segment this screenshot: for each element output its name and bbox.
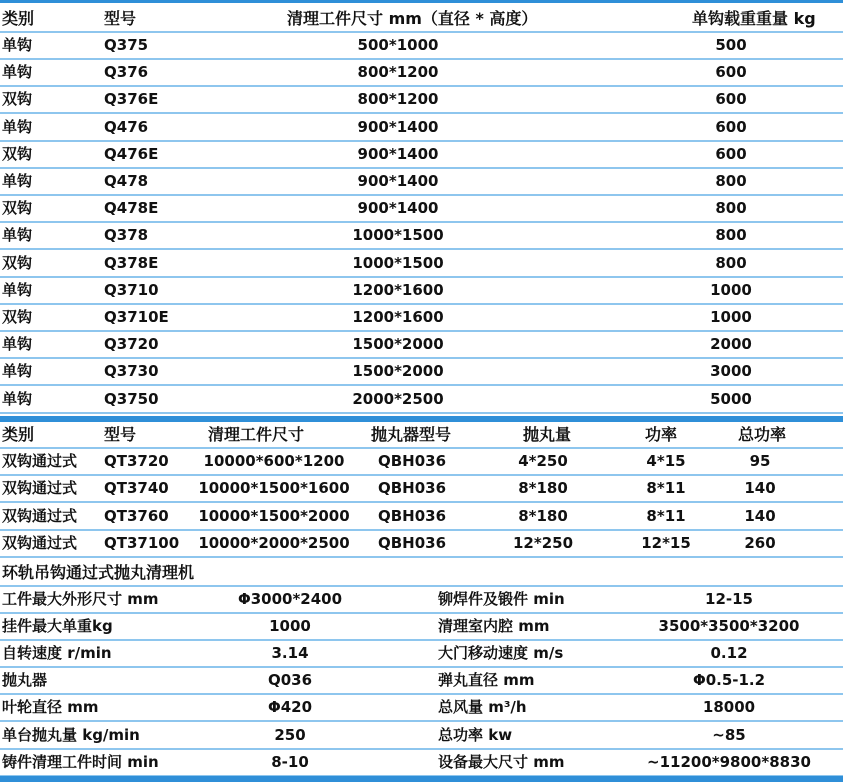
cell-total-power: 140 (744, 479, 776, 498)
table-row (0, 449, 843, 476)
table1-header-model: 型号 (104, 9, 137, 28)
cell-model: Q3710 (104, 280, 159, 299)
cell-shot-amount: 4*250 (518, 452, 568, 470)
cell-param-value: Φ3000*2400 (237, 590, 343, 608)
cell-model: Q478 (104, 172, 149, 190)
top-rule (0, 0, 843, 3)
cell-param-label: 抛丸器 (2, 671, 48, 690)
cell-model: QT3720 (104, 452, 169, 470)
table-row (0, 60, 843, 87)
cell-model: Q478E (104, 199, 159, 218)
cell-total-power: 260 (744, 533, 776, 552)
cell-category: 双钩通过式 (2, 533, 78, 552)
cell-load: 800 (715, 253, 747, 272)
cell-category: 单钩 (2, 389, 33, 408)
cell-size: 10000*1500*2000 (198, 506, 350, 525)
table-row (0, 223, 843, 250)
cell-model: Q375 (104, 36, 149, 54)
cell-param-label-2: 设备最大尺寸 mm (438, 752, 565, 771)
cell-size: 800*1200 (357, 90, 439, 109)
cell-load: 800 (715, 226, 747, 245)
table1-header-category: 类别 (2, 9, 35, 28)
cell-blaster: QBH036 (377, 452, 447, 470)
cell-size: 1000*1500 (352, 226, 444, 245)
cell-model: Q476E (104, 144, 159, 163)
cell-size: 800*1200 (357, 63, 439, 82)
cell-param-label-2: 总功率 kw (438, 725, 513, 744)
table-row (0, 169, 843, 196)
cell-param-value: Φ420 (267, 698, 313, 717)
table-row (0, 668, 843, 695)
cell-category: 单钩 (2, 362, 33, 381)
cell-load: 600 (715, 117, 747, 136)
table-row (0, 504, 843, 531)
cell-total-power: 95 (749, 452, 771, 470)
cell-param-label: 单台抛丸量 kg/min (2, 725, 140, 744)
table2-header-model: 型号 (104, 425, 137, 444)
cell-category: 单钩 (2, 117, 33, 136)
cell-shot-amount: 12*250 (512, 533, 574, 552)
table-row (0, 723, 843, 750)
cell-load: 1000 (710, 280, 752, 299)
cell-power: 12*15 (641, 533, 691, 552)
cell-param-value: Q036 (267, 671, 313, 690)
table-row (0, 614, 843, 641)
cell-blaster: QBH036 (377, 533, 447, 552)
table2-header-row (0, 422, 843, 449)
cell-param-value: 250 (274, 725, 306, 744)
cell-model: Q376E (104, 90, 159, 109)
cell-category: 单钩 (2, 226, 33, 245)
table2-header-shot-amount: 抛丸量 (523, 425, 572, 444)
table1-header-row (0, 6, 843, 33)
cell-load: 5000 (710, 389, 752, 408)
table-row (0, 476, 843, 503)
cell-param-label: 铸件清理工件时间 min (2, 752, 159, 771)
cell-param-label: 工件最大外形尺寸 mm (2, 590, 159, 608)
table-row (0, 750, 843, 777)
cell-category: 双钩 (2, 90, 33, 109)
table-row (0, 142, 843, 169)
cell-model: Q3730 (104, 362, 159, 381)
cell-blaster: QBH036 (377, 479, 447, 498)
cell-load: 500 (715, 36, 747, 54)
cell-load: 600 (715, 90, 747, 109)
bottom-rule (0, 776, 843, 782)
table2-header-power: 功率 (645, 425, 678, 444)
cell-shot-amount: 8*180 (518, 506, 568, 525)
table-row (0, 196, 843, 223)
cell-param-value-2: ~85 (712, 725, 746, 744)
cell-model: Q3710E (104, 308, 169, 326)
cell-size: 900*1400 (357, 144, 439, 163)
table-row (0, 387, 843, 414)
cell-size: 1500*2000 (352, 335, 444, 354)
cell-param-label: 挂件最大单重kg (2, 617, 113, 636)
table3-title-row (0, 560, 843, 587)
cell-size: 900*1400 (357, 172, 439, 190)
cell-param-label: 叶轮直径 mm (2, 698, 99, 717)
table2-header-blaster: 抛丸器型号 (371, 425, 452, 444)
cell-param-value-2: 12-15 (705, 590, 753, 608)
table-row (0, 641, 843, 668)
table2-header-total-power: 总功率 (738, 425, 787, 444)
cell-category: 双钩 (2, 308, 33, 326)
cell-load: 2000 (710, 335, 752, 354)
cell-shot-amount: 8*180 (518, 479, 568, 498)
cell-size: 1200*1600 (352, 308, 444, 326)
cell-load: 1000 (710, 308, 752, 326)
cell-power: 8*11 (646, 506, 686, 525)
cell-model: QT3740 (104, 479, 169, 498)
cell-param-value-2: Φ0.5-1.2 (692, 671, 766, 690)
cell-load: 600 (715, 63, 747, 82)
table-row (0, 251, 843, 278)
cell-power: 4*15 (646, 452, 686, 470)
cell-param-value-2: 3500*3500*3200 (658, 617, 800, 636)
cell-param-label-2: 清理室内腔 mm (438, 617, 550, 636)
cell-category: 单钩 (2, 36, 33, 54)
cell-param-label: 自转速度 r/min (2, 644, 112, 663)
cell-size: 10000*2000*2500 (198, 533, 350, 552)
cell-param-label-2: 总风量 m³/h (438, 698, 527, 717)
cell-model: Q476 (104, 117, 149, 136)
table-row (0, 695, 843, 722)
cell-size: 1000*1500 (352, 253, 444, 272)
cell-category: 单钩 (2, 63, 33, 82)
table1-header-load: 单钩载重重量 kg (692, 9, 816, 28)
cell-load: 3000 (710, 362, 752, 381)
cell-category: 双钩 (2, 144, 33, 163)
table-row (0, 587, 843, 614)
cell-model: Q378 (104, 226, 149, 245)
cell-model: QT3760 (104, 506, 169, 525)
table-row (0, 305, 843, 332)
cell-size: 900*1400 (357, 117, 439, 136)
table-row (0, 278, 843, 305)
cell-param-value-2: ~11200*9800*8830 (647, 752, 811, 771)
cell-total-power: 140 (744, 506, 776, 525)
table-row (0, 87, 843, 114)
cell-category: 双钩通过式 (2, 452, 78, 470)
table-row (0, 115, 843, 142)
table-row (0, 33, 843, 60)
cell-size: 10000*600*1200 (203, 452, 345, 470)
cell-model: Q378E (104, 253, 159, 272)
cell-category: 双钩通过式 (2, 479, 78, 498)
cell-param-value: 1000 (269, 617, 311, 636)
cell-param-label-2: 铆焊件及锻件 min (438, 590, 565, 608)
table-row (0, 359, 843, 386)
cell-load: 800 (715, 199, 747, 218)
cell-param-value: 8-10 (271, 752, 309, 771)
cell-model: Q3750 (104, 389, 159, 408)
cell-param-value-2: 18000 (702, 698, 756, 717)
cell-size: 2000*2500 (352, 389, 444, 408)
cell-category: 单钩 (2, 172, 33, 190)
cell-model: Q376 (104, 63, 149, 82)
cell-category: 双钩 (2, 253, 33, 272)
cell-category: 单钩 (2, 280, 33, 299)
cell-blaster: QBH036 (377, 506, 447, 525)
table-row (0, 531, 843, 558)
cell-param-label-2: 大门移动速度 m/s (438, 644, 564, 663)
cell-size: 10000*1500*1600 (198, 479, 350, 498)
cell-load: 600 (715, 144, 747, 163)
cell-model: Q3720 (104, 335, 159, 354)
cell-size: 1200*1600 (352, 280, 444, 299)
table2-header-size: 清理工件尺寸 (208, 425, 305, 444)
cell-size: 1500*2000 (352, 362, 444, 381)
cell-size: 900*1400 (357, 199, 439, 218)
cell-category: 双钩 (2, 199, 33, 218)
cell-power: 8*11 (646, 479, 686, 498)
cell-param-value-2: 0.12 (710, 644, 748, 663)
table2-header-category: 类别 (2, 425, 35, 444)
cell-load: 800 (715, 172, 747, 190)
table-row (0, 332, 843, 359)
cell-size: 500*1000 (357, 36, 439, 54)
table1-header-size: 清理工件尺寸 mm（直径 * 高度） (287, 9, 538, 28)
table3-title: 环轨吊钩通过式抛丸清理机 (2, 563, 195, 582)
cell-category: 双钩通过式 (2, 506, 78, 525)
cell-param-label-2: 弹丸直径 mm (438, 671, 535, 690)
cell-category: 单钩 (2, 335, 33, 354)
cell-model: QT37100 (104, 533, 180, 552)
cell-param-value: 3.14 (271, 644, 309, 663)
